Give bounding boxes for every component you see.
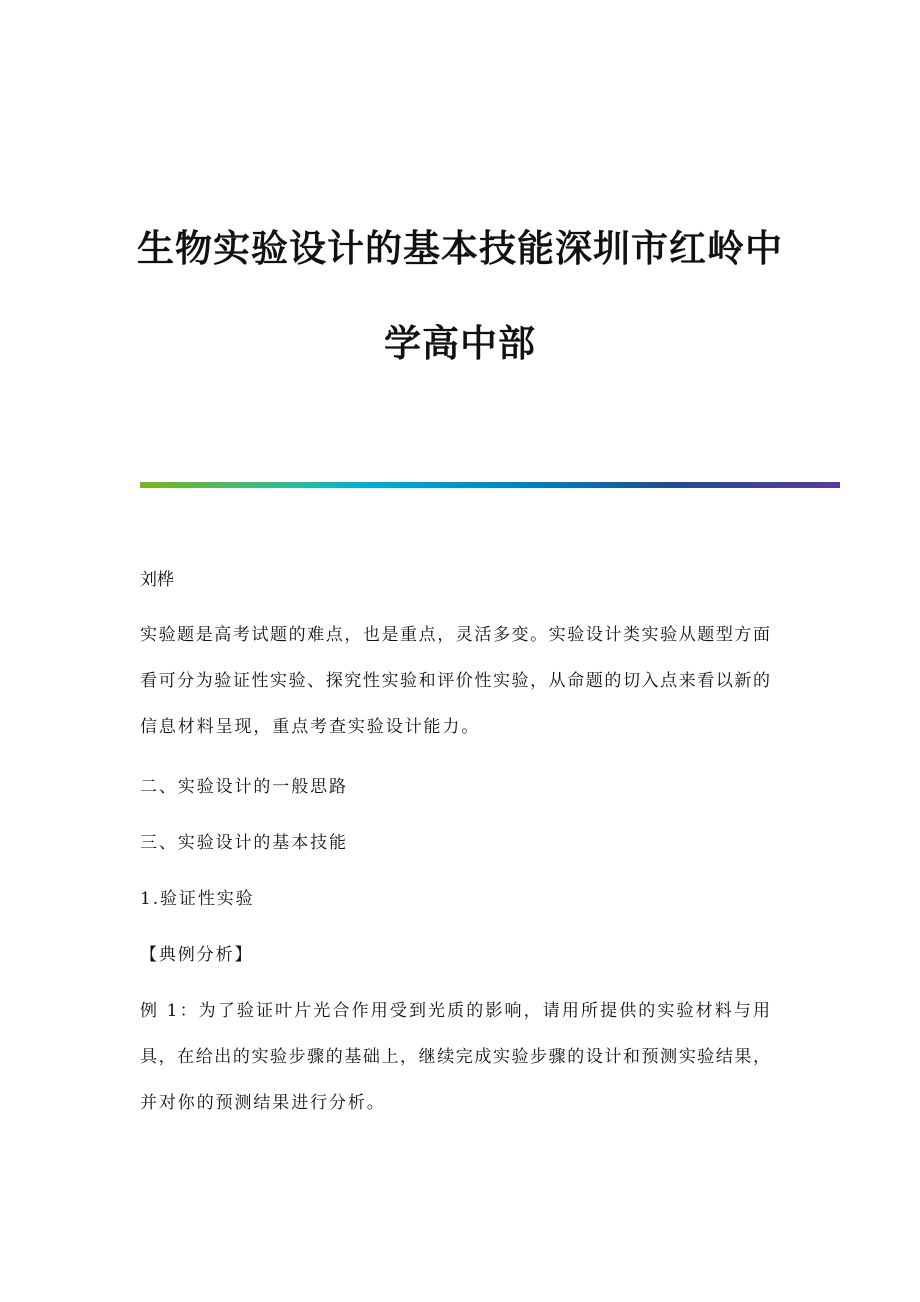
intro-line: 看可分为验证性实验、探究性实验和评价性实验，从命题的切入点来看以新的: [140, 671, 770, 691]
example-line: 具，在给出的实验步骤的基础上，继续完成实验步骤的设计和预测实验结果，: [140, 1047, 770, 1067]
example-line: 例 1：为了验证叶片光合作用受到光质的影响，请用所提供的实验材料与用: [140, 1001, 770, 1021]
analysis-heading: 【典例分析】: [140, 945, 254, 965]
subsection-heading: 1.验证性实验: [140, 889, 255, 909]
document-title-line-2: 学高中部: [384, 321, 536, 365]
section-heading-2: 二、实验设计的一般思路: [140, 777, 348, 797]
example-line: 并对你的预测结果进行分析。: [140, 1093, 386, 1113]
title-divider-gradient: [140, 482, 840, 488]
section-heading-3: 三、实验设计的基本技能: [140, 833, 348, 853]
intro-line: 实验题是高考试题的难点，也是重点，灵活多变。实验设计类实验从题型方面: [140, 625, 770, 645]
document-title-line-1: 生物实验设计的基本技能深圳市红岭中: [137, 226, 783, 270]
intro-line: 信息材料呈现，重点考查实验设计能力。: [140, 717, 481, 737]
author: 刘桦: [140, 570, 174, 590]
